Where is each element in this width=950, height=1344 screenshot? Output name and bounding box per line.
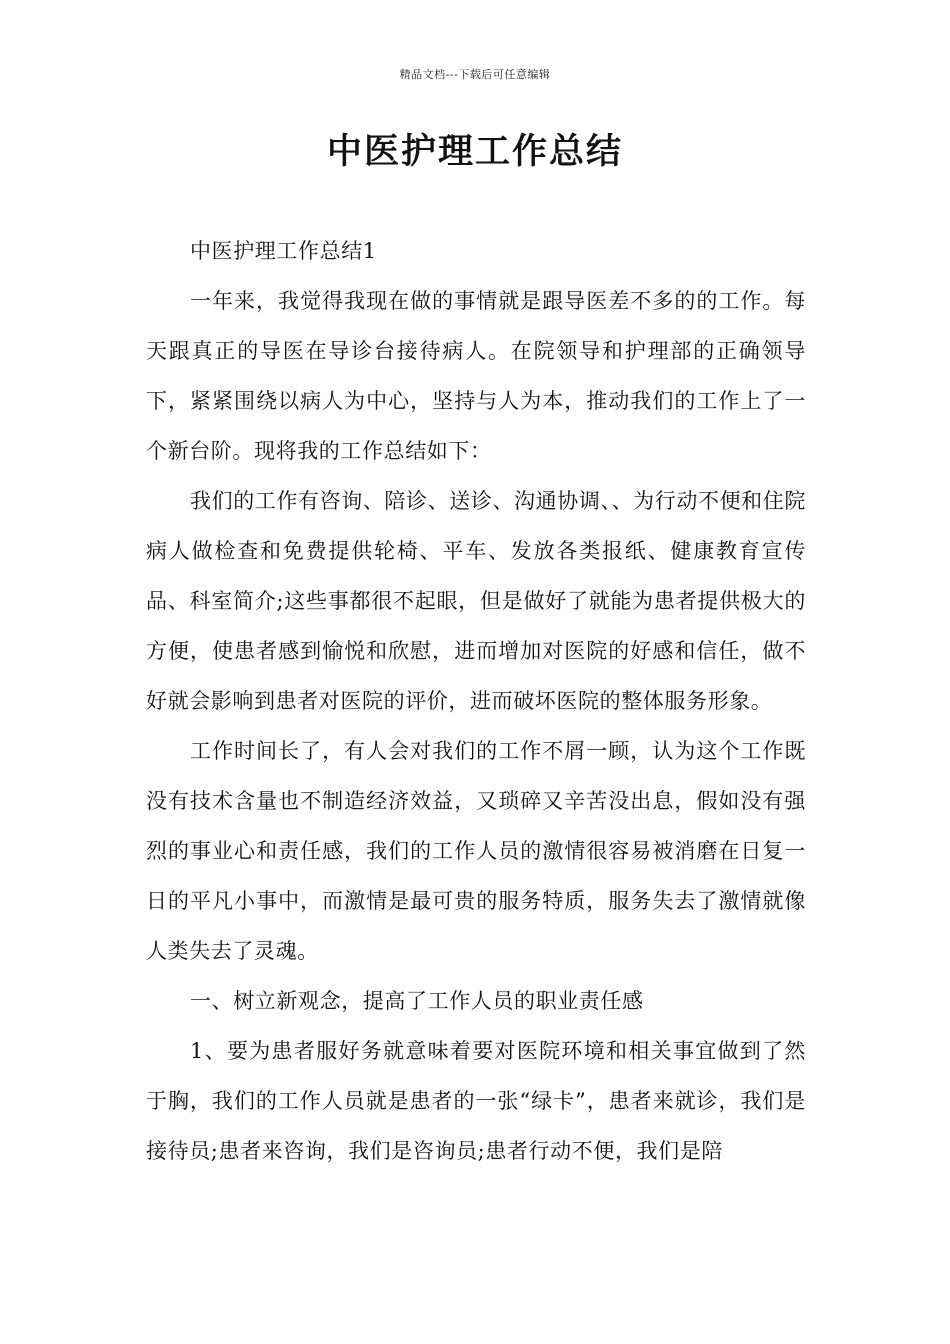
- paragraph: 工作时间长了，有人会对我们的工作不屑一顾，认为这个工作既没有技术含量也不制造经济效益，又琐碎又辛苦没出息，假如没有强烈的事业心和责任感，我们的工作人员的激情很容易被消磨在日复一日的平凡小事中，而激情是最可贵的服务特质，服务失去了激情就像人类失去了灵魂。: [146, 739, 806, 963]
- paragraph: 一年来，我觉得我现在做的事情就是跟导医差不多的的工作。每天跟真正的导医在导诊台接待病人。在院领导和护理部的正确领导下，紧紧围绕以病人为中心，坚持与人为本，推动我们的工作上了一个新台阶。现将我的工作总结如下：: [146, 289, 806, 463]
- paragraph: 我们的工作有咨询、陪诊、送诊、沟通协调、、为行动不便和住院病人做检查和免费提供轮椅、平车、发放各类报纸、健康教育宣传品、科室简介;这些事都很不起眼，但是做好了就能为患者提供极大的方便，使患者感到愉悦和欣慰，进而增加对医院的好感和信任，做不好就会影响到患者对医院的评价，进而破坏医院的整体服务形象。: [146, 489, 806, 713]
- paragraph: 1、要为患者服好务就意味着要对医院环境和相关事宜做到了然于胸，我们的工作人员就是患者的一张“绿卡”，患者来就诊，我们是接待员;患者来咨询，我们是咨询员;患者行动不便，我们是陪: [146, 1039, 806, 1163]
- header-note: 精品文档---下载后可任意编辑: [399, 68, 551, 81]
- section-heading: 中医护理工作总结1: [190, 239, 377, 263]
- document-title: 中医护理工作总结: [326, 132, 623, 172]
- section-heading: 一、树立新观念，提高了工作人员的职业责任感: [190, 989, 644, 1013]
- document-body: [146, 226, 806, 1176]
